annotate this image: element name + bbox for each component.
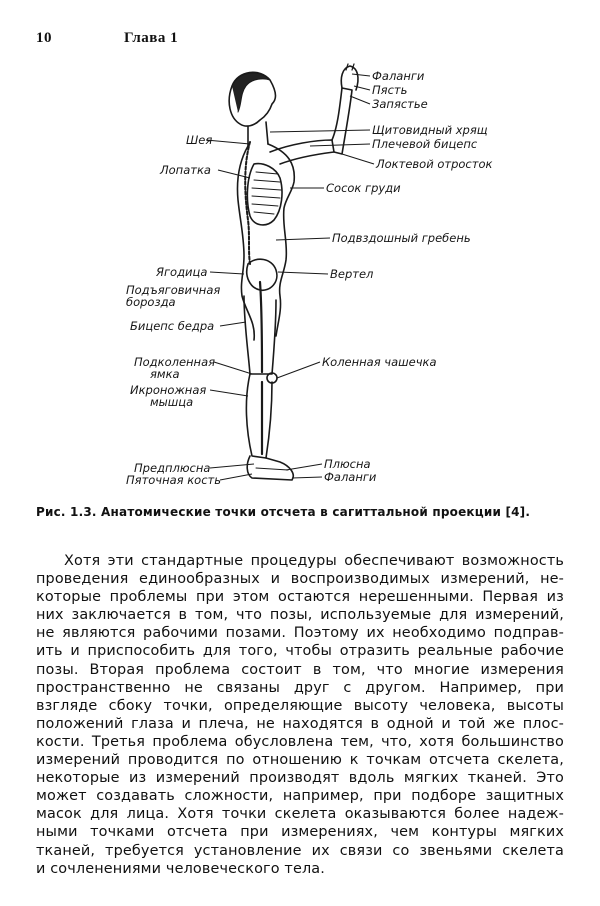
label-tarsus: Предплюсна	[134, 461, 211, 475]
label-gluteal-fold: Подъяговичная	[126, 283, 221, 297]
forearm	[332, 88, 352, 154]
lower-leg	[246, 374, 272, 458]
paragraph-line: проведения единообразных и воспроизводимых измерений, не-	[36, 571, 564, 588]
chest-outline	[268, 144, 294, 336]
paragraph-line: измерений проводится по отношению к точкам отсчета скелета,	[36, 752, 564, 769]
paragraph-line: масок для лица. Хотя точки скелета оказываются более надеж-	[36, 806, 564, 823]
paragraph-line: кости. Третья проблема обусловлена тем, что, хотя большинство	[36, 733, 564, 750]
paragraph-line: положений глаза и плеча, не находятся в одной и той же плос-	[36, 715, 564, 732]
label-popliteal-fossa: Подколенная	[134, 355, 216, 369]
chapter-title: Глава 1	[124, 30, 179, 46]
thigh	[244, 296, 276, 374]
body-paragraph	[36, 552, 564, 878]
paragraph-line: не являются рабочими позами. Поэтому их необходимо подправ-	[36, 625, 564, 642]
label-heel-bone: Пяточная кость	[126, 473, 222, 487]
label-wrist: Запястье	[372, 97, 428, 111]
upper-arm	[270, 140, 334, 164]
label-metatarsus: Плюсна	[324, 457, 371, 471]
paragraph-line: позы. Вторая проблема состоит в том, что многие измерения	[36, 661, 564, 678]
hair	[232, 73, 270, 112]
paragraph-line: может создавать сложности, например, при подборе защитных	[36, 788, 564, 805]
label-calf-muscle: Икроножная	[130, 383, 207, 397]
label-kneecap: Коленная чашечка	[322, 355, 437, 369]
paragraph-line: них заключается в том, что позы, используемые для измерений,	[36, 607, 564, 624]
page-header	[36, 30, 336, 50]
femur	[260, 282, 262, 372]
label-phalanges-foot: Фаланги	[324, 470, 377, 484]
paragraph-line: некоторые из измерений производят вдоль мягких тканей. Это	[36, 770, 564, 787]
label-buttock: Ягодица	[156, 265, 208, 279]
label-scapula: Лопатка	[160, 163, 211, 177]
label-hamstring: Бицепс бедра	[130, 319, 215, 333]
paragraph-line: ными точками отсчета при измерениях, чем контуры мягких	[36, 824, 564, 841]
paragraph-line: и сочленениями человеческого тела.	[36, 860, 325, 877]
label-calf-muscle-2: мышца	[150, 395, 194, 409]
label-iliac-crest: Подвздошный гребень	[332, 231, 471, 245]
page-number: 10	[36, 30, 52, 46]
hand	[341, 66, 358, 90]
pelvis	[247, 259, 277, 290]
figure-caption: Рис. 1.3. Анатомические точки отсчета в сагиттальной проекции [4].	[36, 505, 531, 519]
paragraph-line: которые проблемы при этом остаются нерешенными. Первая из	[36, 589, 564, 606]
label-gluteal-fold-2: борозда	[126, 295, 176, 309]
label-nipple: Сосок груди	[326, 181, 401, 195]
label-popliteal-fossa-2: ямка	[150, 367, 180, 381]
label-thyroid-cartilage: Щитовидный хрящ	[372, 123, 488, 137]
label-olecranon: Локтевой отросток	[376, 157, 493, 171]
label-biceps: Плечевой бицепс	[372, 137, 478, 151]
paragraph-line: Хотя эти стандартные процедуры обеспечивают возможность	[64, 553, 564, 569]
label-metacarpus: Пясть	[372, 83, 408, 97]
paragraph-line: взгляде сбоку точки, определяющие высоту человека, высоты	[36, 697, 564, 714]
anatomy-figure	[120, 60, 500, 500]
label-neck: Шея	[186, 133, 213, 147]
paragraph-line: ить и приспособить для того, чтобы отразить реальные рабочие	[36, 643, 564, 660]
label-phalanges-hand: Фаланги	[372, 69, 425, 83]
foot	[247, 456, 293, 480]
paragraph-line: тканей, требуется установление их связи со звеньями скелета	[36, 842, 564, 859]
label-trochanter: Вертел	[330, 267, 374, 281]
paragraph-line: пространственно не связаны друг с другом. Например, при	[36, 679, 564, 696]
